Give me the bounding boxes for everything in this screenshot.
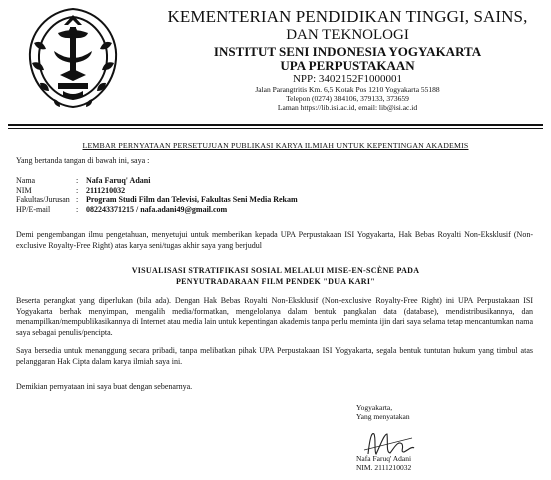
document-title: LEMBAR PERNYATAAN PERSETUJUAN PUBLIKASI KARYA ILMIAH UNTUK KEPENTINGAN AKADEMIS (82, 141, 469, 150)
field-colon: : (76, 185, 79, 195)
field-row-contact (16, 205, 298, 215)
ministry-logo-icon (14, 3, 132, 115)
ministry-name-line2: DAN TEKNOLOGI (286, 26, 409, 43)
letterhead (150, 8, 545, 112)
ministry-name-line1: KEMENTERIAN PENDIDIKAN TINGGI, SAINS, (167, 7, 528, 26)
intro-text: Yang bertanda tangan di bawah ini, saya : (16, 156, 150, 165)
field-value: 2111210032 (86, 185, 126, 195)
work-title (0, 266, 551, 287)
web-email-line: Laman https://lib.isi.ac.id, email: lib@isi.ac.id (277, 103, 418, 113)
liability-paragraph: Saya bersedia untuk menanggung secara pribadi, tanpa melibatkan pihak UPA Perpustakaan ISI Yogyakarta, segala bentuk tuntutan hukum yang timbul atas pelanggaran Hak Cipta dalam karya ilmiah saya ini. (16, 346, 533, 366)
field-colon: : (76, 204, 79, 214)
signer-block (356, 454, 411, 472)
field-row-nim (16, 186, 298, 196)
work-title-line2: PENYUTRADARAAN FILM PENDEK "DUA KARI" (175, 276, 376, 286)
phone-line: Telepon (0274) 384106, 379133, 373659 (286, 94, 409, 104)
field-label: Fakultas/Jurusan (16, 195, 70, 205)
letterhead-divider-thin (8, 128, 543, 129)
field-label: Nama (16, 176, 36, 185)
signer-name: Nafa Faruq' Adani (356, 454, 412, 463)
field-row-name (16, 176, 298, 186)
letterhead-divider-thick (8, 124, 543, 126)
field-label: HP/E-mail (16, 204, 51, 214)
field-row-faculty (16, 195, 298, 205)
field-colon: : (76, 195, 79, 205)
unit-name: UPA PERPUSTAKAAN (280, 58, 415, 74)
declarant-label: Yang menyatakan (356, 412, 410, 421)
address-line: Jalan Parangtritis Km. 6,5 Kotak Pos 1210 Yogyakarta 55188 (255, 85, 440, 95)
field-value: 082243371215 / nafa.adani49@gmail.com (86, 204, 228, 214)
institute-name: INSTITUT SENI INDONESIA YOGYAKARTA (213, 43, 482, 59)
npp-number: NPP: 3402152F1000001 (292, 72, 403, 85)
field-value: Nafa Faruq' Adani (86, 176, 151, 185)
signing-place: Yogyakarta, (356, 403, 393, 412)
identity-fields (16, 176, 298, 214)
work-title-line1: VISUALISASI STRATIFIKASI SOSIAL MELALUI MISE-EN-SCÈNE PADA (131, 266, 420, 275)
closing-paragraph: Demikian pernyataan ini saya buat dengan sebenarnya. (16, 382, 193, 391)
field-value: Program Studi Film dan Televisi, Fakultas Seni Media Rekam (86, 195, 298, 205)
signer-nim: NIM. 2111210032 (356, 463, 412, 472)
field-label: NIM (16, 185, 32, 195)
rights-paragraph: Beserta perangkat yang diperlukan (bila ada). Dengan Hak Bebas Royalti Non-Eksklusif (Non-exclusive Royalty-Free Right) ini UPA Perpustakaan ISI Yogyakarta berhak menyimpan, mengalih media/formatkan, mengelolanya dalam bentuk pangkalan data (database), mendistribusikannya, dan menampilkan/mempublikasikannya di Internet atau media lain untuk kepentingan akademis tanpa perlu meminta ijin dari saya selama tetap mencantumkan nama saya sebagai penulis/pencipta. (16, 296, 533, 337)
signature-block (356, 403, 410, 421)
consent-paragraph: Demi pengembangan ilmu pengetahuan, menyetujui untuk memberikan kepada UPA Perpustakaan ISI Yogyakarta, Hak Bebas Royalti Non-Eksklusif (Non-exclusive Royalty-Free Right) atas karya seni/tugas akhir saya yang berjudul (16, 230, 533, 250)
field-colon: : (76, 176, 79, 185)
